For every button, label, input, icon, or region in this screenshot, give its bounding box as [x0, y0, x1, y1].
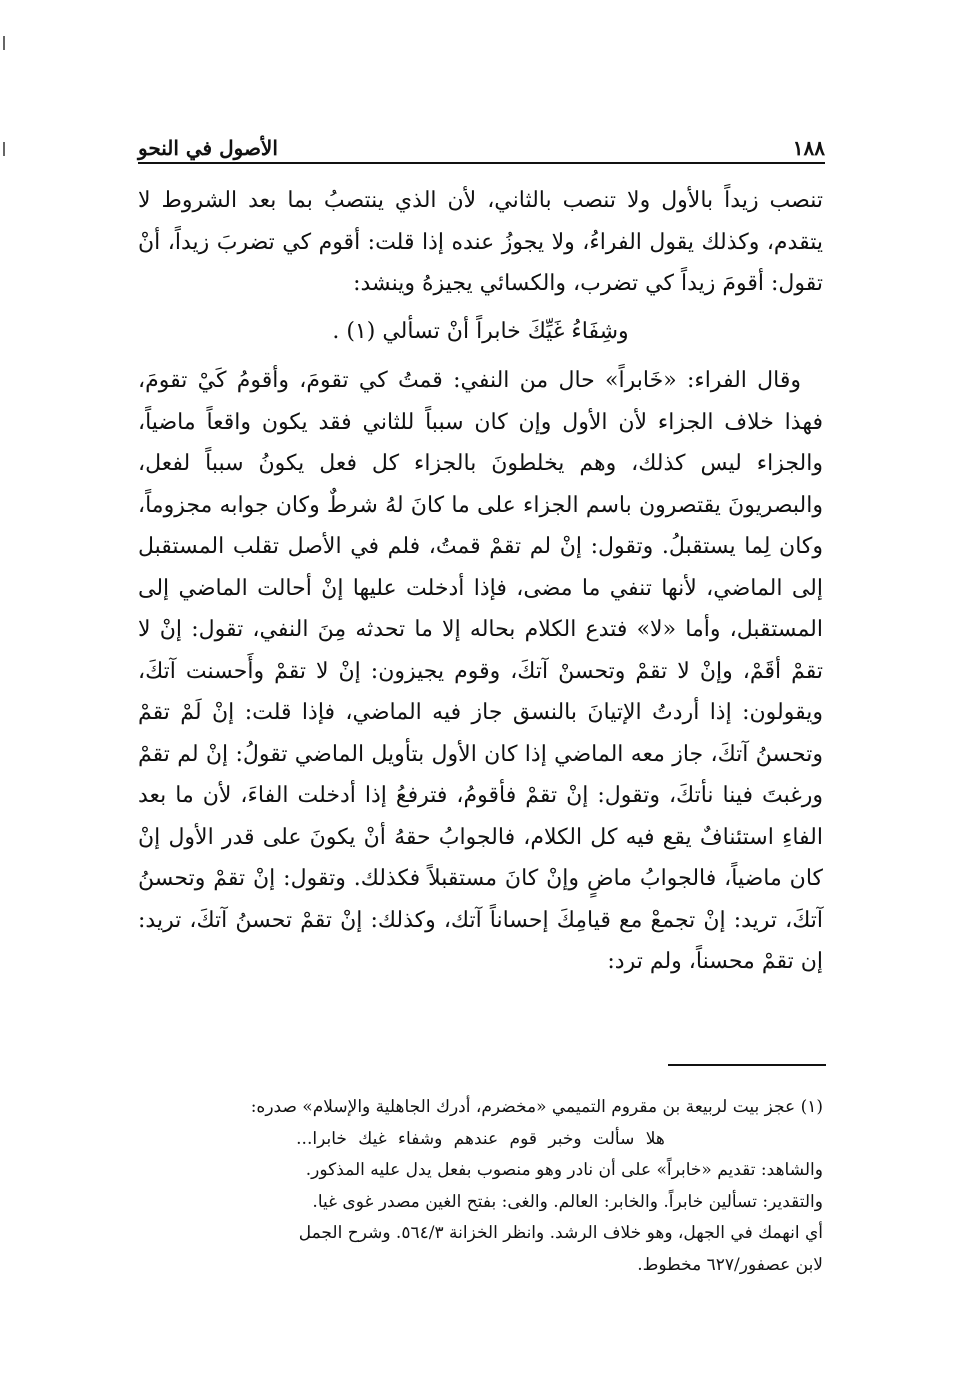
- verse-line: وشِفَاءُ غَيِّكَ خابراً أنْ تسألي (١) .: [332, 318, 629, 344]
- footnote-line: أي انهمك في الجهل، وهو خلاف الرشد. وانظر الخزانة ٥٦٤/٣. وشرح الجمل: [298, 1223, 823, 1243]
- paragraph-2: وقال الفراء: «خَابراً» حال من النفي: قمتُ كي تقومَ، وأقومُ كَيْ تقومَ، فهذا خلاف الجزاء لأن الأول وإن كان سبباً للثاني فقد يكون واقعاً ماضياً، والجزاء ليس كذلك، وهم يخلطونَ بالجزاء كل فعل يكونُ سبباً لفعل، والبصريونَ يقتصرون باسم الجزاء على ما كانَ لهُ شرطٌ وكان جوابه مجزوماً، وكان لِما يستقبلُ. وتقول: إنْ لم تقمْ قمتُ، فلم في الأصل تقلب المستقبل إلى الماضي، لأنها تنفي ما مضى، فإذا أدخلت عليها إنْ أحالت الماضي إلى المستقبل، وأما «لا» فتدع الكلام بحاله إلا ما تحدثه مِنَ النفي، تقول: إنْ لا تقمْ أقَمْ، وإنْ لا تقمْ وتحسنْ آتكَ، وقوم يجيزون: إنْ لا تقمْ وأَحسنت آتكَ، ويقولون: إذا أردتُ الإتيانَ بالنسق جاز فيه الماضي، فإذا قلت: إنْ لَمْ تقمْ وتحسنُ آتكَ، جاز معه الماضي إذا كان الأول بتأويل الماضي تقولُ: إنْ لم تقمْ ورغبتَ فينا نأتكَ، وتقول: إنْ تقمْ فأقومُ، فترفعُ إذا أدخلت الفاءَ، لأن ما بعد الفاءِ استئنافٌ يقع فيه كل الكلام، فالجوابُ حقهُ أنْ يكونَ على قدر الأول إنْ كان ماضياً، فالجوابُ ماضٍ وإنْ كانَ مستقبلاً فكذلك. وتقول: إنْ تقمْ وتحسنُ آتكَ، تريد: إنْ تجمعْ مع قيامِكَ إحساناً آتك، وكذلك: إنْ تقمْ تحسنُ آتكَ، تريد: إن تقمْ محسناً، ولم ترد:: [138, 368, 823, 974]
- footnote-line: والتقدير: تسألين خابراً. والخابر: العالم. والغى: بفتح الغين مصدر غوى غيا.: [312, 1191, 823, 1212]
- header-divider: [138, 162, 825, 164]
- scan-mark: [3, 36, 5, 50]
- page-header: [138, 126, 825, 160]
- paragraph-1: تنصب زيداً بالأول ولا تنصب بالثاني، لأن الذي ينتصبُ بما بعد الشروط لا يتقدم، وكذلك يقول الفراءُ، ولا يجوزُ عنده إذا قلت: أقوم كي تضربَ زيداً، أنْ تقول: أقومَ زيداً كي تضرب، والكسائي يجيزهُ وينشد:: [138, 188, 823, 296]
- main-text: [138, 180, 823, 983]
- footnotes: [138, 1092, 823, 1281]
- running-title: الأصول في النحو: [138, 136, 278, 160]
- footnote-divider: [668, 1064, 826, 1066]
- footnote-verse: هلا سألت وخبر قوم عندهم وشفاء غيك خابرا...: [296, 1128, 665, 1149]
- scan-mark: [3, 142, 5, 156]
- footnote-line: والشاهد: تقديم «خابراً» على أن نادر وهو منصوب بفعل يدل عليه المذكور.: [305, 1160, 823, 1180]
- footnote-line: لابن عصفور/٦٢٧ مخطوط.: [637, 1254, 823, 1275]
- footnote-1: (١) عجز بيت لربيعة بن مقروم التميمي «مخضرم، أدرك الجاهلية والإسلام» صدره:: [250, 1097, 823, 1117]
- page-number: ١٨٨: [792, 136, 825, 160]
